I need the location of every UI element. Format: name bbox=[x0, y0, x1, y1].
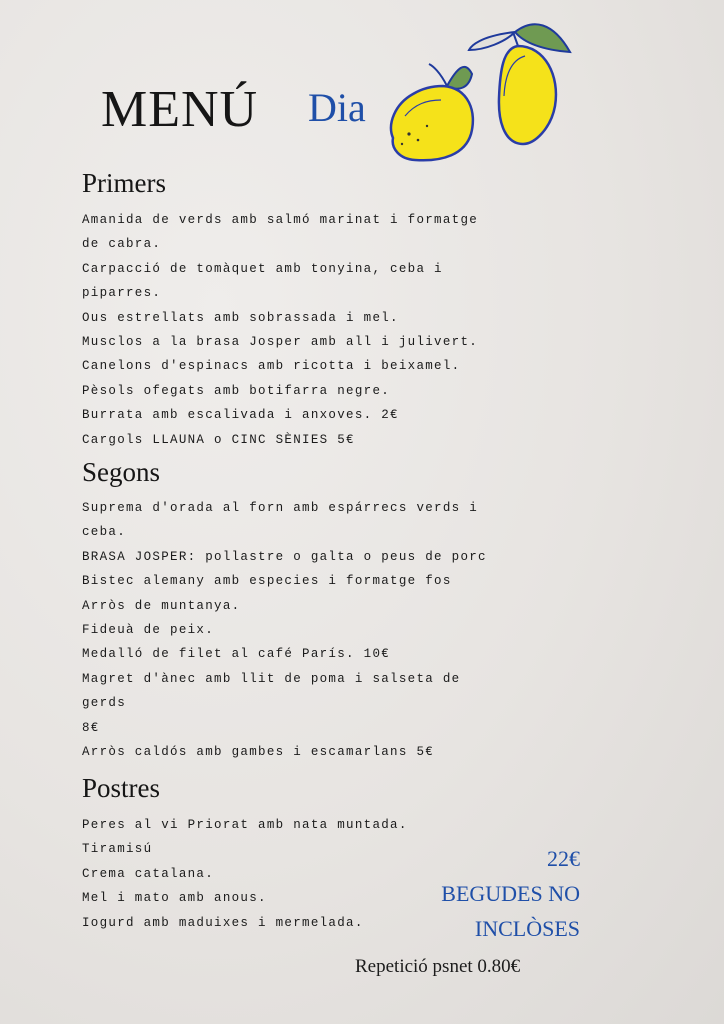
menu-item: Crema catalana. bbox=[82, 866, 215, 881]
primers-list bbox=[82, 208, 512, 452]
menu-title: MENÚ bbox=[101, 81, 259, 138]
menu-item: Medalló de filet al café París. 10€ bbox=[82, 647, 391, 662]
price-box bbox=[420, 841, 580, 946]
menu-item: Amanida de verds amb salmó marinat i formatge bbox=[82, 213, 479, 227]
menu-item: piparres. bbox=[82, 286, 162, 301]
menu-item: Peres al vi Priorat amb nata muntada. bbox=[82, 818, 408, 832]
repeat-note: Repetició psnet 0.80€ bbox=[355, 956, 521, 977]
menu-item: Burrata amb escalivada i anxoves. 2€ bbox=[82, 408, 399, 423]
section-title-segons: Segons bbox=[82, 457, 161, 487]
menu-item: Pèsols ofegats amb botifarra negre. bbox=[82, 383, 391, 398]
menu-item: BRASA JOSPER: pollastre o galta o peus de porc bbox=[82, 549, 487, 564]
drinks-note-line1: BEGUDES NO bbox=[441, 881, 580, 906]
menu-item: Tiramisú bbox=[82, 842, 153, 857]
menu-item: Iogurd amb maduixes i mermelada. bbox=[82, 915, 364, 930]
segons-list bbox=[82, 496, 512, 764]
menu-item: Ous estrellats amb sobrassada i mel. bbox=[82, 310, 399, 325]
menu-price: 22€ bbox=[547, 846, 580, 871]
menu-item: Cargols LLAUNA o CINC SÈNIES 5€ bbox=[82, 432, 355, 447]
menu-item: Musclos a la brasa Josper amb all i julivert. bbox=[82, 335, 479, 350]
lemons-illustration bbox=[385, 16, 585, 166]
menu-item: Suprema d'orada al forn amb espárrecs verds i bbox=[82, 501, 479, 515]
menu-item: Bistec alemany amb especies i formatge fos bbox=[82, 574, 452, 589]
menu-item: de cabra. bbox=[82, 237, 162, 252]
menu-item: Carpacció de tomàquet amb tonyina, ceba i bbox=[82, 261, 443, 276]
menu-item: Arròs caldós amb gambes i escamarlans 5€ bbox=[82, 745, 435, 760]
menu-item: Canelons d'espinacs amb ricotta i beixamel. bbox=[82, 359, 461, 374]
menu-subtitle: Dia bbox=[308, 85, 366, 130]
menu-item: Arròs de muntanya. bbox=[82, 598, 241, 613]
section-title-primers: Primers bbox=[82, 168, 166, 198]
section-title-postres: Postres bbox=[82, 773, 161, 803]
menu-item: Mel i mato amb anous. bbox=[82, 891, 267, 906]
menu-item: Magret d'ànec amb llit de poma i salseta de gerds bbox=[82, 671, 461, 711]
drinks-note-line2: INCLÒSES bbox=[474, 916, 580, 941]
menu-item: ceba. bbox=[82, 525, 127, 540]
menu-item: Fideuà de peix. bbox=[82, 623, 215, 638]
menu-item: 8€ bbox=[82, 720, 100, 735]
